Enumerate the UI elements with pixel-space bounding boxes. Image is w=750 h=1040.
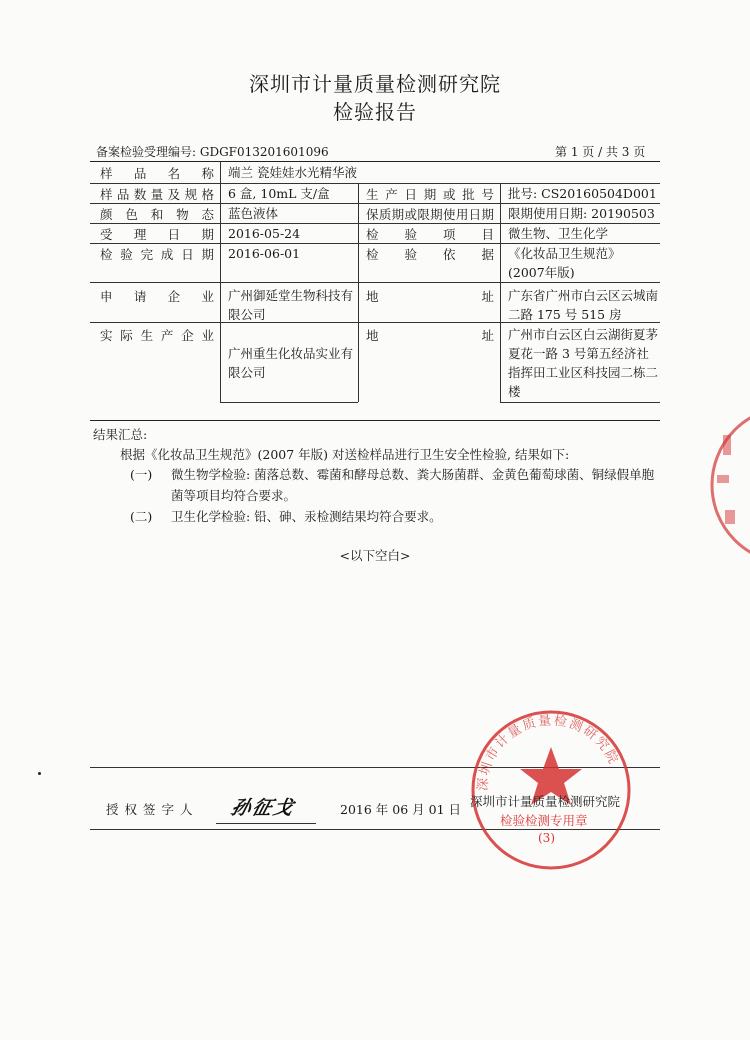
table-divider <box>90 282 660 283</box>
summary-item1-text: 微生物学检验: 菌落总数、霉菌和酵母总数、粪大肠菌群、金黄色葡萄球菌、铜绿假单胞菌等项目均符合要求。 <box>171 467 655 503</box>
report-title: 检验报告 <box>333 100 417 124</box>
prod-date-label: 生产日期或批号 <box>366 187 494 202</box>
seal-number: (3) <box>538 831 555 845</box>
table-divider <box>500 402 660 403</box>
table-column-line <box>358 183 359 402</box>
table-bottom-rule <box>90 420 660 421</box>
sample-name-value: 端兰 瓷娃娃水光精华液 <box>228 165 357 180</box>
color-state-label: 颜色和物态 <box>100 207 214 222</box>
seal-line2: 检验检测专用章 <box>500 813 588 828</box>
shelf-life-label: 保质期或限期使用日期 <box>366 207 494 222</box>
signatory-label: 授权签字人 <box>106 802 199 817</box>
handwritten-signature: 孙征戈 <box>228 797 298 819</box>
test-basis-label: 检验依据 <box>366 247 494 262</box>
applicant-address-label: 地址 <box>366 289 494 304</box>
edge-seal-icon <box>705 395 750 575</box>
summary-item2-number: (二) <box>130 509 153 524</box>
table-divider <box>220 402 358 403</box>
seal-line1: 深圳市计量质量检测研究院 <box>470 794 621 809</box>
applicant-address-value: 广东省广州市白云区云城南二路 175 号 515 房 <box>508 288 659 322</box>
color-state-value: 蓝色液体 <box>228 206 279 221</box>
producer-value: 广州重生化妆品实业有限公司 <box>228 346 354 380</box>
producer-label: 实际生产企业 <box>100 328 214 343</box>
table-column-line <box>500 183 501 402</box>
sample-name-label: 样品名称 <box>100 166 214 181</box>
summary-item1-number: (一) <box>130 467 153 482</box>
table-column-line <box>220 161 221 402</box>
signature-date: 2016 年 06 月 01 日 <box>340 802 461 817</box>
applicant-label: 申请企业 <box>100 289 214 304</box>
completed-date-value: 2016-06-01 <box>228 246 301 261</box>
test-items-label: 检验项目 <box>366 227 494 242</box>
qty-spec-value: 6 盒, 10mL 支/盒 <box>228 186 330 201</box>
summary-item2-text: 卫生化学检验: 铅、砷、汞检测结果均符合要求。 <box>171 509 442 524</box>
test-basis-value: 《化妆品卫生规范》(2007年版) <box>508 246 621 280</box>
shelf-life-value: 限期使用日期: 20190503 <box>508 206 655 221</box>
summary-intro: 根据《化妆品卫生规范》(2007 年版) 对送检样品进行卫生安全性检验, 结果如下: <box>120 447 570 462</box>
completed-date-label: 检验完成日期 <box>100 247 214 262</box>
official-seal-icon <box>466 705 636 875</box>
received-date-value: 2016-05-24 <box>228 226 301 241</box>
record-number: 备案检验受理编号: GDGF013201601096 <box>96 145 329 159</box>
table-top-rule <box>90 161 660 162</box>
blank-note: <以下空白> <box>339 548 411 563</box>
seal-ring-text: 深圳市计量质量检测研究院 <box>475 713 622 792</box>
page-info: 第 1 页 / 共 3 页 <box>555 145 646 159</box>
producer-address-label: 地址 <box>366 328 494 343</box>
signature-underline <box>216 823 316 824</box>
summary-heading: 结果汇总: <box>93 427 148 442</box>
qty-spec-label: 样品数量及规格 <box>100 187 214 202</box>
test-items-value: 微生物、卫生化学 <box>508 226 609 241</box>
institute-name: 深圳市计量质量检测研究院 <box>249 72 501 96</box>
producer-address-value: 广州市白云区白云湖街夏茅夏花一路 3 号第五经济社指挥田工业区科技园二栋二楼 <box>508 327 659 399</box>
received-date-label: 受理日期 <box>100 227 214 242</box>
page-speck <box>38 772 41 775</box>
prod-date-value: 批号: CS20160504D001 <box>508 186 657 201</box>
applicant-value: 广州御延堂生物科技有限公司 <box>228 288 354 322</box>
